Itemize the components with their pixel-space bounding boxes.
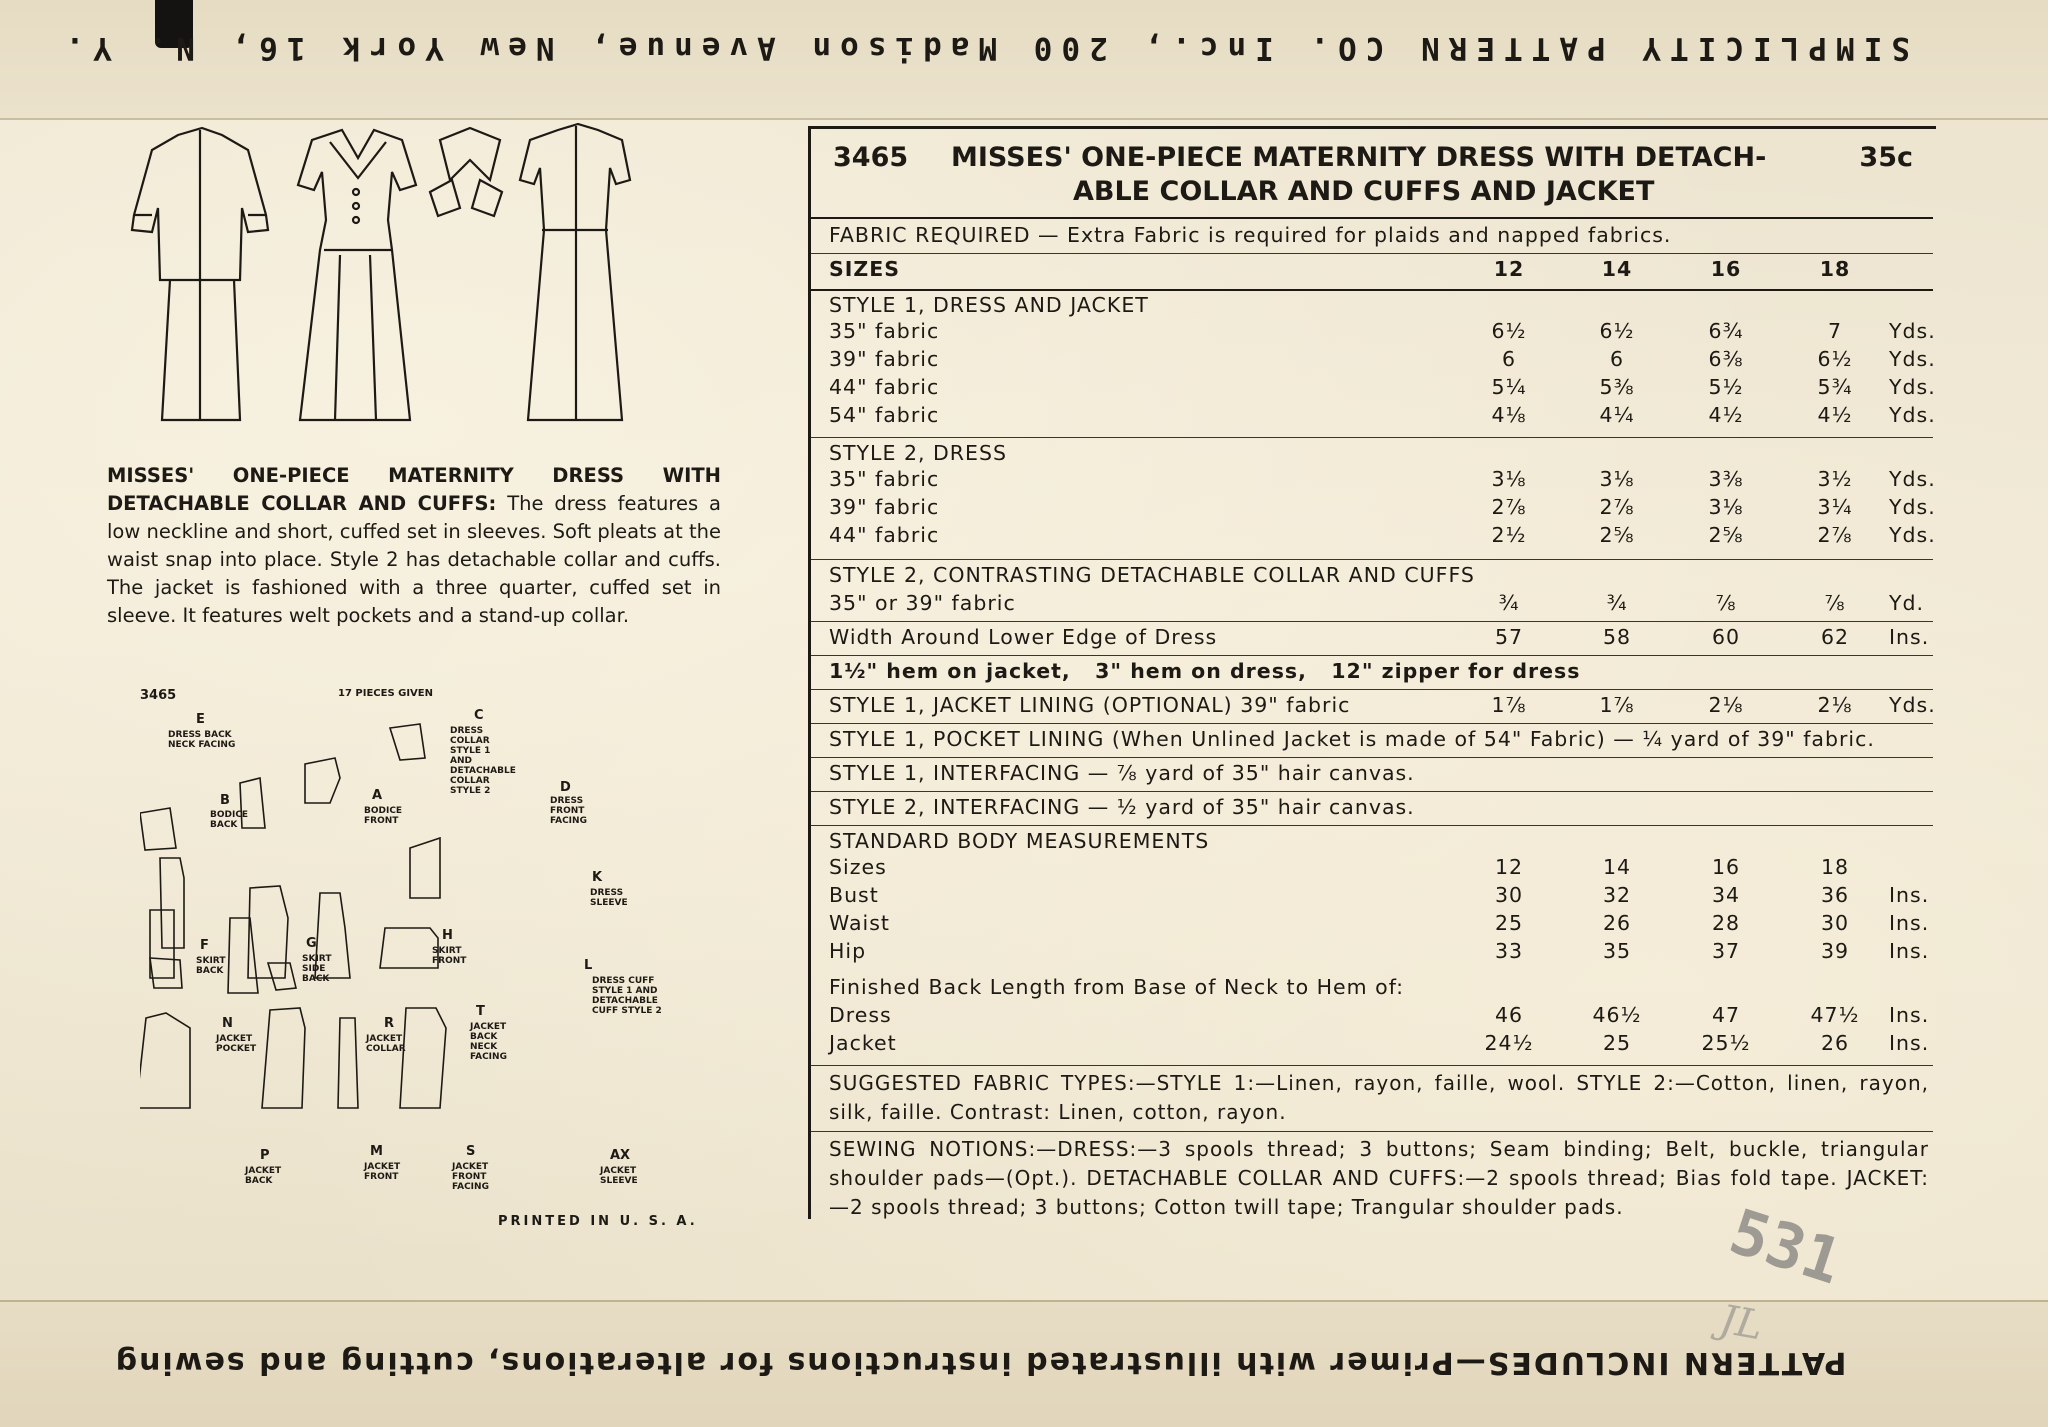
detachable-collar-illustration [430,128,502,216]
pattern-number: 3465 [140,688,177,703]
piece-letter-r: R [384,1016,395,1031]
body-measurements-heading: STANDARD BODY MEASUREMENTS [829,829,1210,853]
piece-label-b: BODICE BACK [210,810,249,830]
price: 35c [1859,142,1913,173]
dress-back-illustration [520,124,630,420]
jacket-lining-row: STYLE 1, JACKET LINING (OPTIONAL) 39" fabric 1⅞ 1⅞ 2⅛ 2⅛ Yds. [829,693,1936,717]
piece-letter-e: E [196,712,205,727]
style2-fabric-row: 44" fabric 2½ 2⅝ 2⅝ 2⅞ Yds. [829,523,1936,547]
piece-letter-l: L [584,958,593,973]
suggested-fabrics: SUGGESTED FABRIC TYPES:—STYLE 1:—Linen, rayon, faille, wool. STYLE 2:—Cotton, linen, rayon, silk, faille. Contrast: Linen, cotton, rayon. [829,1071,1929,1124]
piece-label-l: DRESS CUFF STYLE 1 AND DETACHABLE CUFF STYLE 2 [592,976,662,1016]
contrast-row: 35" or 39" fabric ¾ ¾ ⅞ ⅞ Yd. [829,591,1925,615]
sizes-row: SIZES 12 14 16 18 [829,257,1851,281]
style1-jacket-illustration [132,128,268,420]
style1-fabric-row: 39" fabric 6 6 6⅜ 6½ Yds. [829,347,1936,371]
piece-label-m: JACKET FRONT [364,1162,401,1182]
style1-heading: STYLE 1, DRESS AND JACKET [829,293,1149,317]
piece-label-f: SKIRT BACK [196,956,226,976]
table-pattern-number: 3465 [833,142,909,173]
piece-label-t: JACKET BACK NECK FACING [470,1022,507,1062]
fabric-required-note: FABRIC REQUIRED — Extra Fabric is required for plaids and napped fabrics. [829,223,1672,247]
piece-label-ax: JACKET SLEEVE [600,1166,638,1186]
piece-label-a: BODICE FRONT [364,806,403,826]
garment-illustrations [130,120,730,440]
piece-label-d: DRESS FRONT FACING [550,796,587,826]
piece-label-n: JACKET POCKET [216,1034,257,1054]
finished-length-heading: Finished Back Length from Base of Neck to Hem of: [829,975,1405,999]
piece-letter-n: N [222,1016,233,1031]
pocket-lining-row: STYLE 1, POCKET LINING (When Unlined Jacket is made of 54" Fabric) — ¼ yard of 39" fabric. [829,727,1875,751]
piece-letter-a: A [372,788,383,803]
width-row: Width Around Lower Edge of Dress 57 58 60 62 Ins. [829,625,1930,649]
piece-letter-g: G [306,936,317,951]
body-measurement-row: Sizes 12 14 16 18 [829,855,1850,879]
style1-fabric-row: 44" fabric 5¼ 5⅜ 5½ 5¾ Yds. [829,375,1936,399]
piece-letter-k: K [592,870,603,885]
interfacing-style2: STYLE 2, INTERFACING — ½ yard of 35" hair canvas. [829,795,1415,819]
pieces-given: 17 PIECES GIVEN [338,688,433,699]
style1-dress-illustration [298,130,416,420]
piece-label-c: DRESS COLLAR STYLE 1 AND DETACHABLE COLLAR STYLE 2 [450,726,516,796]
piece-label-h: SKIRT FRONT [432,946,467,966]
piece-label-r: JACKET COLLAR [366,1034,406,1054]
piece-letter-h: H [442,928,453,943]
pencil-number-stamp: 531 [1721,1194,1851,1299]
fabric-requirements-table [808,126,1936,1219]
company-header: SIMPLICITY PATTERN CO. Inc., 200 Madison Avenue, New York 16, N. Y. [56,30,1910,66]
printed-in-usa: PRINTED IN U. S. A. [498,1214,698,1229]
piece-letter-m: M [370,1144,383,1159]
piece-label-p: JACKET BACK [245,1166,282,1186]
style2-fabric-row: 39" fabric 2⅞ 2⅞ 3⅛ 3¼ Yds. [829,495,1936,519]
piece-letter-ax: AX [610,1148,631,1163]
pencil-initials: JL [1716,1296,1767,1350]
piece-letter-s: S [466,1144,476,1159]
piece-label-s: JACKET FRONT FACING [452,1162,489,1192]
piece-label-k: DRESS SLEEVE [590,888,628,908]
pattern-pieces-diagram [140,688,740,1218]
piece-letter-b: B [220,793,230,808]
piece-letter-p: P [260,1148,270,1163]
sewing-notions: SEWING NOTIONS:—DRESS:—3 spools thread; 3 buttons; Seam binding; Belt, buckle, triangular shoulder pads—(Opt.). DETACHABLE COLLAR AND CUFFS:—2 spools thread; Bias fold tape. JACKET:—2 spools thread; 3 buttons; Cotton twill tape; Trangular shoulder pads. [829,1137,1929,1219]
finished-length-row: Jacket 24½ 25 25½ 26 Ins. [829,1031,1930,1055]
hem-line: 1½" hem on jacket, 3" hem on dress, 12" zipper for dress [829,659,1581,683]
pattern-includes-footer: PATTERN INCLUDES—Primer with illustrated instructions for alterations, cutting and sewing [113,1345,1847,1380]
description-title: MISSES' ONE-PIECE MATERNITY DRESS WITH DETACHABLE COLLAR AND CUFFS: [107,464,721,515]
piece-label-e: DRESS BACK NECK FACING [168,730,236,750]
piece-label-g: SKIRT SIDE BACK [302,954,332,984]
title-line-1: MISSES' ONE-PIECE MATERNITY DRESS WITH DETACH- [951,142,1767,173]
pattern-description [107,462,721,630]
piece-letter-f: F [200,938,209,953]
style1-fabric-row: 35" fabric 6½ 6½ 6¾ 7 Yds. [829,319,1936,343]
description-body: The dress features a low neckline and short, cuffed set in sleeves. Soft pleats at the waist snap into place. Style 2 has detachable collar and cuffs. The jacket is fashioned with a three quarter, cuffed set in sleeve. It features welt pockets and a stand-up collar. [107,492,722,627]
style2-heading: STYLE 2, DRESS [829,441,1008,465]
finished-length-row: Dress 46 46½ 47 47½ Ins. [829,1003,1930,1027]
piece-letter-t: T [476,1004,485,1019]
body-measurement-row: Bust 30 32 34 36 Ins. [829,883,1930,907]
contrast-heading: STYLE 2, CONTRASTING DETACHABLE COLLAR AND CUFFS [829,563,1475,587]
body-measurement-row: Waist 25 26 28 30 Ins. [829,911,1930,935]
title-line-2: ABLE COLLAR AND CUFFS AND JACKET [1073,176,1655,207]
piece-letter-c: C [474,708,484,723]
style2-fabric-row: 35" fabric 3⅛ 3⅛ 3⅜ 3½ Yds. [829,467,1936,491]
interfacing-style1: STYLE 1, INTERFACING — ⅞ yard of 35" hair canvas. [829,761,1415,785]
piece-letter-d: D [560,780,571,795]
body-measurement-row: Hip 33 35 37 39 Ins. [829,939,1930,963]
style1-fabric-row: 54" fabric 4⅛ 4¼ 4½ 4½ Yds. [829,403,1936,427]
